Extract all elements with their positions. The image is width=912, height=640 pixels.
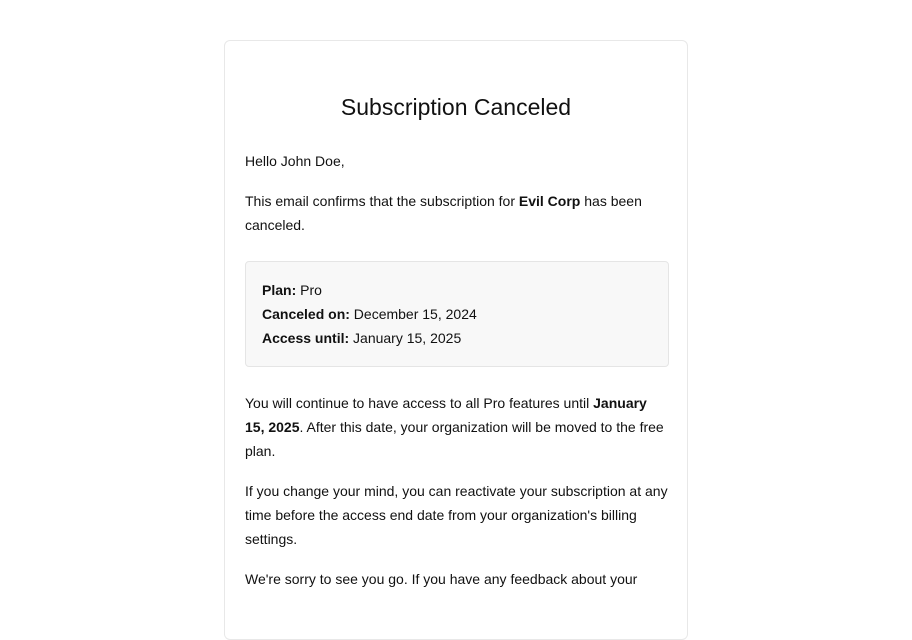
plan-label: Plan:	[262, 282, 297, 298]
access-until-row	[262, 326, 652, 350]
access-end-date: January 15, 2025	[245, 395, 647, 435]
greeting-text: Hello John Doe,	[245, 153, 345, 169]
email-title: Subscription Canceled	[340, 94, 572, 120]
organization-name: Evil Corp	[518, 193, 581, 209]
access-paragraph-before: You will continue to have access to all Pro features until	[245, 395, 594, 411]
email-card	[224, 40, 688, 640]
access-until-value: January 15, 2025	[353, 330, 462, 346]
reactivate-paragraph: If you change your mind, you can reactivate your subscription at any time before the access end date from your organization's billing settings.	[245, 483, 668, 547]
canceled-on-label: Canceled on:	[262, 306, 350, 322]
confirmation-text-before: This email confirms that the subscription for	[245, 193, 519, 209]
confirmation-text-after: has been canceled.	[245, 193, 642, 233]
plan-value: Pro	[300, 282, 322, 298]
canceled-on-value: December 15, 2024	[353, 306, 477, 322]
access-paragraph-after: . After this date, your organization will be moved to the free plan.	[245, 419, 664, 459]
access-paragraph	[245, 391, 669, 463]
feedback-paragraph: We're sorry to see you go. If you have any feedback about your	[245, 571, 638, 587]
canceled-on-row	[262, 302, 652, 326]
subscription-details-box	[245, 261, 669, 367]
access-until-label: Access until:	[262, 330, 350, 346]
confirmation-text	[245, 189, 669, 237]
plan-row	[262, 278, 652, 302]
